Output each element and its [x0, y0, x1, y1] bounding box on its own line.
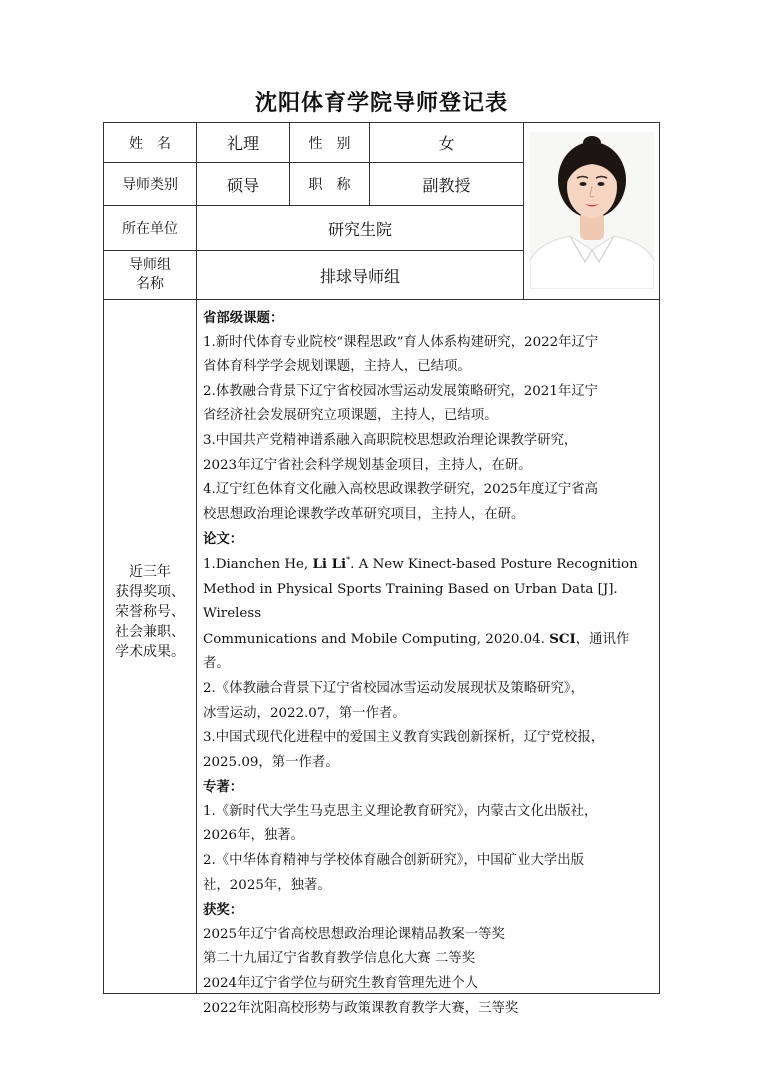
book-line: 2026年，独著。 [203, 828, 305, 844]
group-value: 排球导师组 [319, 266, 400, 286]
paper-author-mark: * [346, 555, 351, 565]
award-line: 2024年辽宁省学位与研究生教育管理先进个人 [203, 976, 479, 992]
books-heading: 专著： [203, 779, 244, 796]
group-label [104, 251, 196, 299]
paper-index: SCI [549, 630, 576, 647]
paper-line: Method in Physical Sports Training Based on Urban Data [J]. Wireless [203, 581, 618, 622]
rank-value: 副教授 [422, 175, 471, 195]
provincial-line: 省经济社会发展研究立项课题，主持人，已结项。 [203, 408, 498, 424]
book-line: 2.《中华体育精神与学校体育融合创新研究》，中国矿业大学出版 [203, 853, 585, 869]
provincial-line: 1.新时代体育专业院校“课程思政”育人体系构建研究，2022年辽宁 [203, 334, 599, 350]
paper-line: 冰雪运动，2022.07，第一作者。 [203, 705, 406, 721]
category-label: 导师类别 [122, 177, 178, 193]
paper-line: 2.《体教融合背景下辽宁省校园冰雪运动发展现状及策略研究》， [203, 680, 585, 696]
category-value: 硕导 [226, 175, 259, 195]
unit-label: 所在单位 [122, 221, 178, 237]
achievements-content [203, 306, 653, 1021]
provincial-line: 校思想政治理论课教学改革研究项目，主持人，在研。 [203, 506, 525, 522]
provincial-line: 3.中国共产党精神谱系融入高职院校思想政治理论课教学研究， [203, 432, 578, 448]
awards-heading: 获奖： [203, 902, 244, 919]
gender-value: 女 [438, 134, 455, 153]
provincial-line: 2023年辽宁省社会科学规划基金项目，主持人，在研。 [203, 457, 532, 473]
achievements-label-line: 获得奖项、 [115, 584, 185, 600]
table-border [103, 299, 660, 300]
book-line: 1.《新时代大学生马克思主义理论教育研究》，内蒙古文化出版社， [203, 803, 598, 819]
name-label: 姓 名 [129, 135, 171, 152]
paper-title: . A New Kinect-based Posture Recognition [350, 556, 638, 572]
paper-line: 2025.09，第一作者。 [203, 754, 339, 770]
provincial-heading: 省部级课题： [203, 310, 284, 326]
book-line: 社，2025年，独著。 [203, 877, 331, 893]
award-line: 2022年沈阳高校形势与政策课教育教学大赛，三等奖 [203, 1000, 519, 1016]
portrait-illustration [530, 132, 654, 289]
award-line: 第二十九届辽宁省教育教学信息化大赛 二等奖 [203, 951, 476, 967]
paper-line: 3.中国式现代化进程中的爱国主义教育实践创新探析，辽宁党校报， [203, 730, 605, 746]
papers-heading: 论文： [203, 531, 244, 548]
unit-value: 研究生院 [327, 219, 392, 239]
group-label-line2: 名称 [136, 276, 164, 292]
paper-prefix: 1.Dianchen He, [203, 556, 313, 572]
achievements-label-line: 荣誉称号、 [115, 604, 185, 620]
achievements-label-line: 学术成果。 [115, 644, 185, 660]
achievements-label-line: 近三年 [129, 564, 171, 580]
achievements-label [104, 562, 196, 662]
provincial-line: 2.体教融合背景下辽宁省校园冰雪运动发展策略研究，2021年辽宁 [203, 383, 599, 399]
portrait-photo [530, 132, 654, 289]
name-value: 礼理 [226, 134, 259, 153]
provincial-line: 4.辽宁红色体育文化融入高校思政课教学研究，2025年度辽宁省高 [203, 482, 599, 498]
paper-author: Li Li [312, 555, 347, 572]
rank-label: 职 称 [308, 177, 351, 193]
achievements-label-line: 社会兼职、 [115, 624, 185, 640]
gender-label: 性 别 [308, 135, 351, 152]
page-title: 沈阳体育学院导师登记表 [254, 90, 508, 116]
group-label-line1: 导师组 [129, 257, 171, 273]
table-border [523, 122, 524, 300]
paper-line [203, 552, 653, 578]
award-line: 2025年辽宁省高校思想政治理论课精品教案一等奖 [203, 926, 505, 942]
table-border [659, 122, 660, 994]
provincial-line: 省体育科学学会规划课题，主持人，已结项。 [203, 359, 471, 375]
paper-line [203, 627, 653, 677]
paper-journal: Communications and Mobile Computing, 2020.04. [203, 631, 550, 647]
paper-role: ，通讯作者。 [203, 631, 630, 672]
